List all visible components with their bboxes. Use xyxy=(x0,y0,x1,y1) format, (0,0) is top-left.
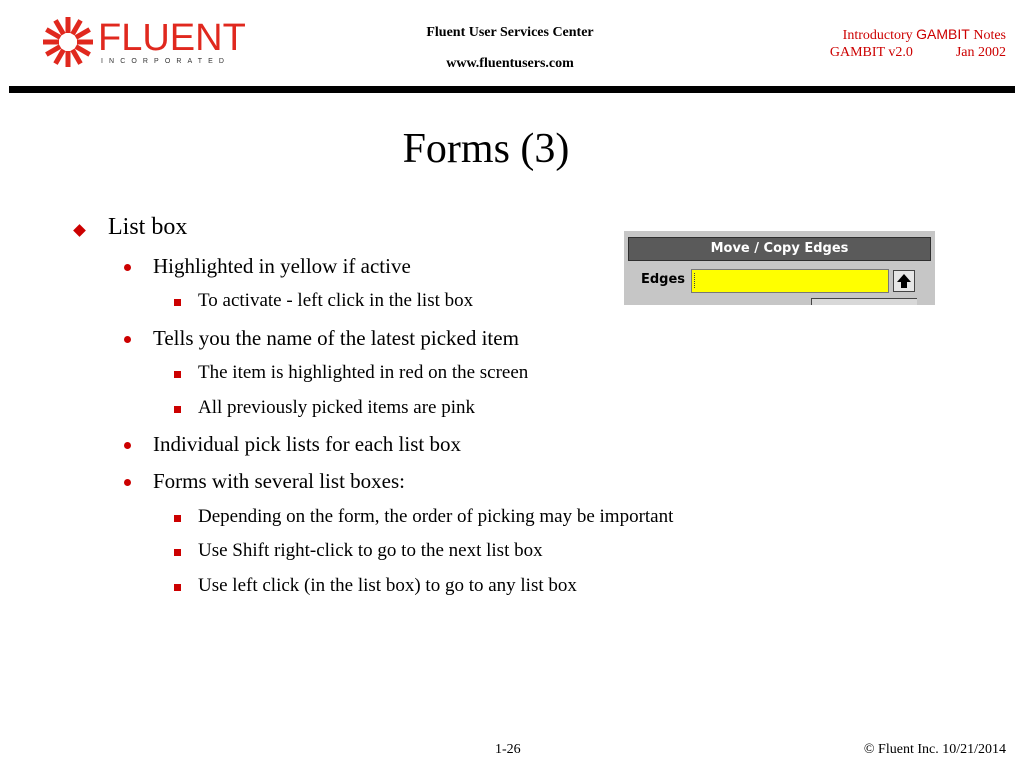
header-date: Jan 2002 xyxy=(955,45,1006,60)
square-bullet-icon xyxy=(174,584,181,591)
list-item: Depending on the form, the order of picking may be important xyxy=(198,506,674,527)
form-title: Move / Copy Edges xyxy=(628,237,931,261)
square-bullet-icon xyxy=(174,371,181,378)
square-bullet-icon xyxy=(174,299,181,306)
edges-label: Edges xyxy=(641,272,686,287)
logo-wordmark: FLUENT xyxy=(98,17,246,59)
list-item: Forms with several list boxes: xyxy=(153,469,405,493)
list-item: Tells you the name of the latest picked item xyxy=(153,326,519,350)
header-course xyxy=(843,25,1006,45)
move-copy-edges-form xyxy=(623,230,935,305)
square-bullet-icon xyxy=(174,549,181,556)
list-item: Highlighted in yellow if active xyxy=(153,254,411,278)
text-cursor xyxy=(694,273,696,288)
up-arrow-icon xyxy=(894,271,914,291)
header-url[interactable]: www.fluentusers.com xyxy=(446,56,574,71)
square-bullet-icon xyxy=(174,406,181,413)
header-version-line xyxy=(830,44,1006,62)
list-item: Use Shift right-click to go to the next list box xyxy=(198,540,543,561)
square-bullet-icon xyxy=(174,515,181,522)
starburst-icon xyxy=(42,16,94,68)
list-item: The item is highlighted in red on the screen xyxy=(198,362,529,383)
header-rule xyxy=(9,86,1015,93)
edges-list-box[interactable] xyxy=(691,269,889,293)
dot-bullet-icon xyxy=(124,442,131,449)
header-org: Fluent User Services Center xyxy=(426,25,594,40)
header-course-word1: Introductory xyxy=(842,28,913,43)
header-course-word3: Notes xyxy=(973,28,1006,43)
page-number: 1-26 xyxy=(495,742,521,757)
fluent-logo xyxy=(40,14,246,74)
list-item: List box xyxy=(108,214,188,240)
logo-subtitle: INCORPORATED xyxy=(101,58,231,65)
dot-bullet-icon xyxy=(124,336,131,343)
header-course-word2: GAMBIT xyxy=(916,26,970,42)
dot-bullet-icon xyxy=(124,479,131,486)
list-item: Use left click (in the list box) to go to any list box xyxy=(198,575,577,596)
list-item: To activate - left click in the list box xyxy=(198,290,474,311)
dot-bullet-icon xyxy=(124,264,131,271)
pick-list-button[interactable] xyxy=(893,270,915,292)
list-item: Individual pick lists for each list box xyxy=(153,432,461,456)
list-item: All previously picked items are pink xyxy=(198,397,476,418)
slide-title: Forms (3) xyxy=(402,126,570,172)
copyright: © Fluent Inc. 10/21/2014 xyxy=(863,742,1006,757)
header-version: GAMBIT v2.0 xyxy=(829,45,913,60)
form-next-row xyxy=(811,298,917,305)
diamond-bullet-icon xyxy=(73,224,86,237)
